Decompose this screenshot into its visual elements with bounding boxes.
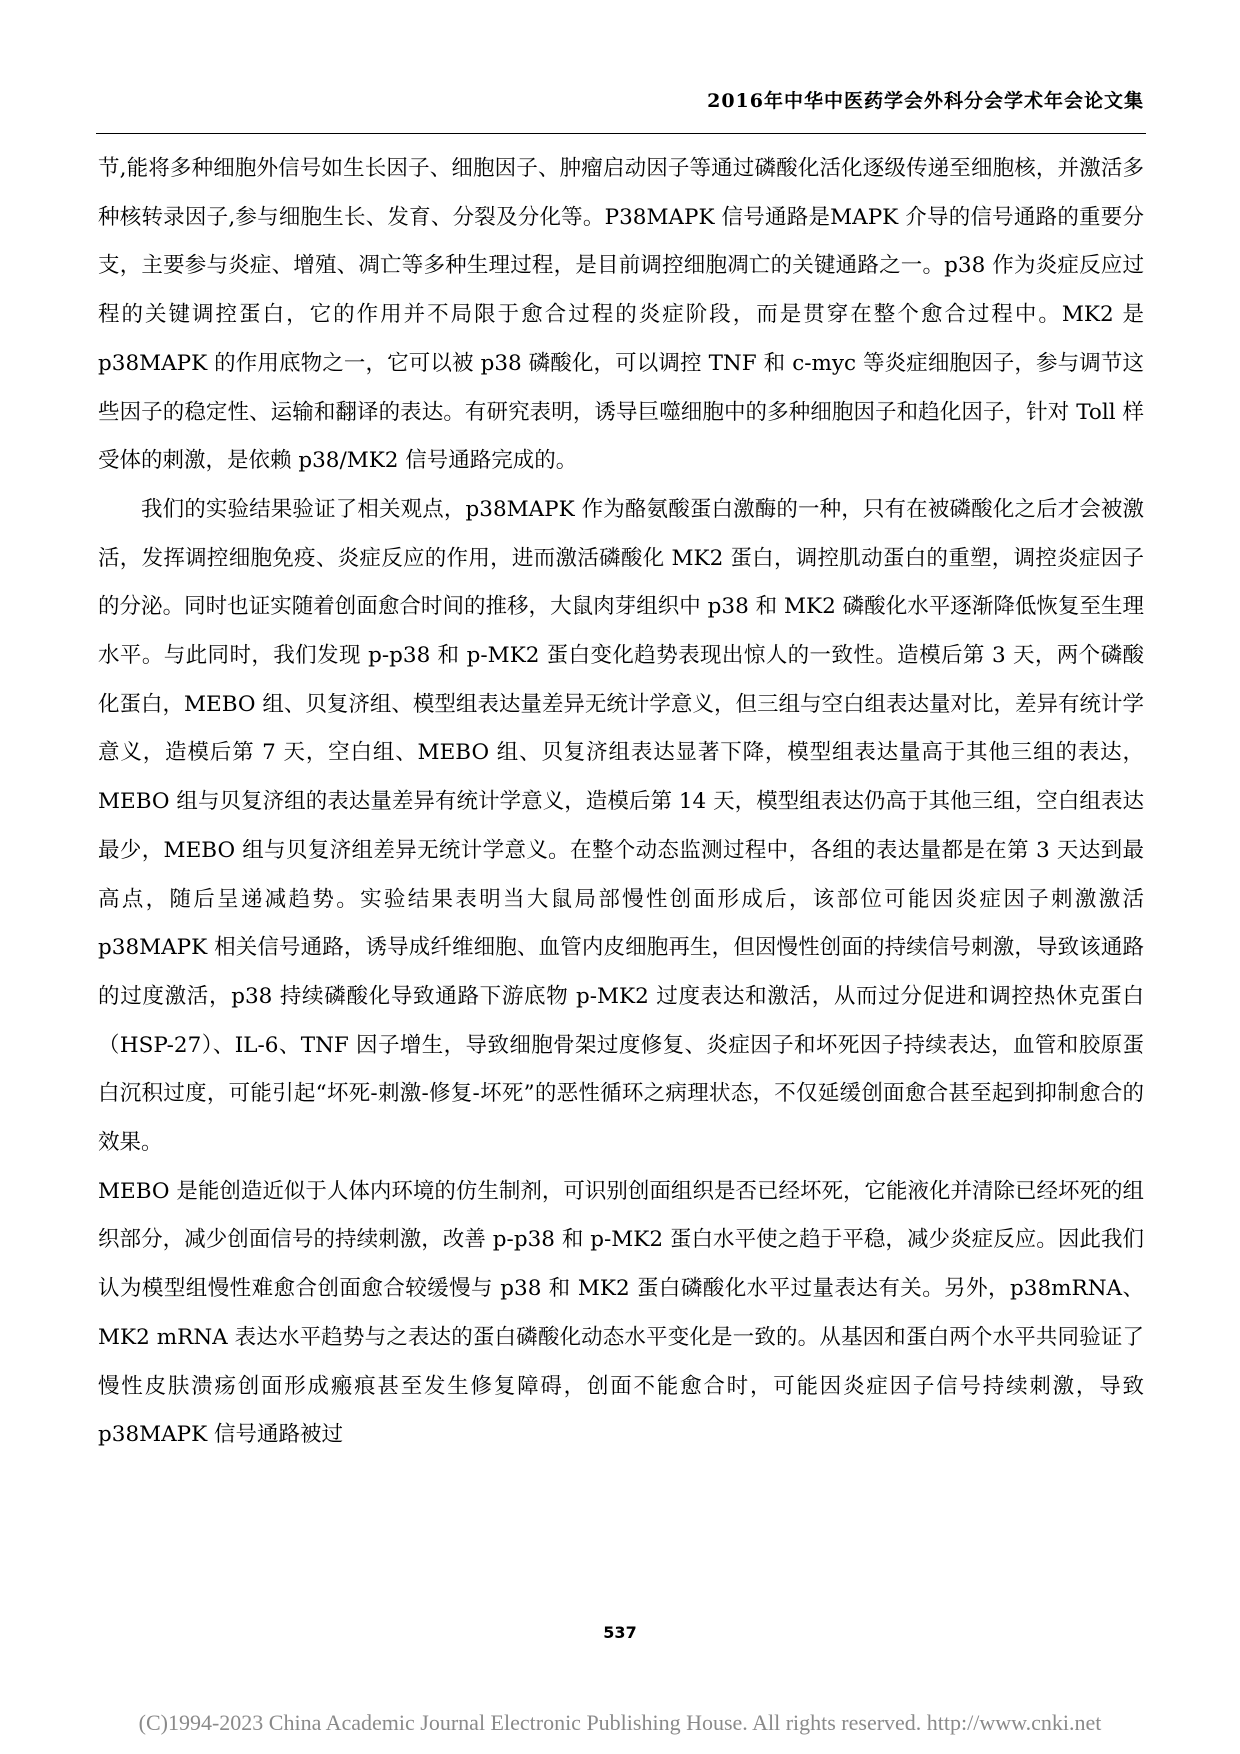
paragraph-results: 我们的实验结果验证了相关观点，p38MAPK 作为酪氨酸蛋白激酶的一种，只有在被磷酸化之后才会被激活，发挥调控细胞免疫、炎症反应的作用，进而激活磷酸化 MK2 蛋白，调控肌动蛋白的重塑，调控炎症因子的分泌。同时也证实随着创面愈合时间的推移，大鼠肉芽组织中 p38 和 MK2 磷酸化水平逐渐降低恢复至生理水平。与此同时，我们发现 p-p38 和 p-MK2 蛋白变化趋势表现出惊人的一致性。造模后第 3 天，两个磷酸化蛋白，MEBO 组、贝复济组、模型组表达量差异无统计学意义，但三组与空白组表达量对比，差异有统计学意义，造模后第 7 天，空白组、MEBO 组、贝复济组表达显著下降，模型组表达量高于其他三组的表达，MEBO 组与贝复济组的表达量差异有统计学意义，造模后第 14 天，模型组表达仍高于其他三组，空白组表达最少，MEBO 组与贝复济组差异无统计学意义。在整个动态监测过程中，各组的表达量都是在第 3 天达到最高点，随后呈递减趋势。实验结果表明当大鼠局部慢性创面形成后，该部位可能因炎症因子刺激激活 p38MAPK 相关信号通路，诱导成纤维细胞、血管内皮细胞再生，但因慢性创面的持续信号刺激，导致该通路的过度激活，p38 持续磷酸化导致通路下游底物 p-MK2 过度表达和激活，从而过分促进和调控热休克蛋白（HSP-27）、IL-6、TNF 因子增生，导致细胞骨架过度修复、炎症因子和坏死因子持续表达，血管和胶原蛋白沉积过度，可能引起“坏死-刺激-修复-坏死”的恶性循环之病理状态，不仅延缓创面愈合甚至起到抑制愈合的效果。 xyxy=(98,496,1144,1156)
paragraph-mebo: MEBO 是能创造近似于人体内环境的仿生制剂，可识别创面组织是否已经坏死，它能液化并清除已经坏死的组织部分，减少创面信号的持续刺激，改善 p-p38 和 p-MK2 蛋白水平使之趋于平稳，减少炎症反应。因此我们认为模型组慢性难愈合创面愈合较缓慢与 p38 和 MK2 蛋白磷酸化水平过量表达有关。另外，p38mRNA、MK2 mRNA 表达水平趋势与之表达的蛋白磷酸化动态水平变化是一致的。从基因和蛋白两个水平共同验证了慢性皮肤溃疡创面形成瘢痕甚至发生修复障碍，创面不能愈合时，可能因炎症因子信号持续刺激，导致 p38MAPK 信号通路被过 xyxy=(98,1178,1144,1448)
page-number: 537 xyxy=(603,1623,637,1642)
paragraph-continuation: 节,能将多种细胞外信号如生长因子、细胞因子、肿瘤启动因子等通过磷酸化活化逐级传递至细胞核，并激活多种核转录因子,参与细胞生长、发育、分裂及分化等。P38MAPK 信号通路是MAPK 介导的信号通路的重要分支，主要参与炎症、增殖、凋亡等多种生理过程，是目前调控细胞凋亡的关键通路之一。p38 作为炎症反应过程的关键调控蛋白，它的作用并不局限于愈合过程的炎症阶段，而是贯穿在整个愈合过程中。MK2 是 p38MAPK 的作用底物之一，它可以被 p38 磷酸化，可以调控 TNF 和 c-myc 等炎症细胞因子，参与调节这些因子的稳定性、运输和翻译的表达。有研究表明，诱导巨噬细胞中的多种细胞因子和趋化因子，针对 Toll 样受体的刺激，是依赖 p38/MK2 信号通路完成的。 xyxy=(98,156,1144,474)
header-rule xyxy=(96,133,1146,134)
copyright-watermark: (C)1994-2023 China Academic Journal Electronic Publishing House. All rights reserved. http://www.cnki.net xyxy=(138,1710,1102,1735)
running-header: 2016年中华中医药学会外科分会学术年会论文集 xyxy=(707,90,1144,112)
body-text xyxy=(98,145,1144,1460)
